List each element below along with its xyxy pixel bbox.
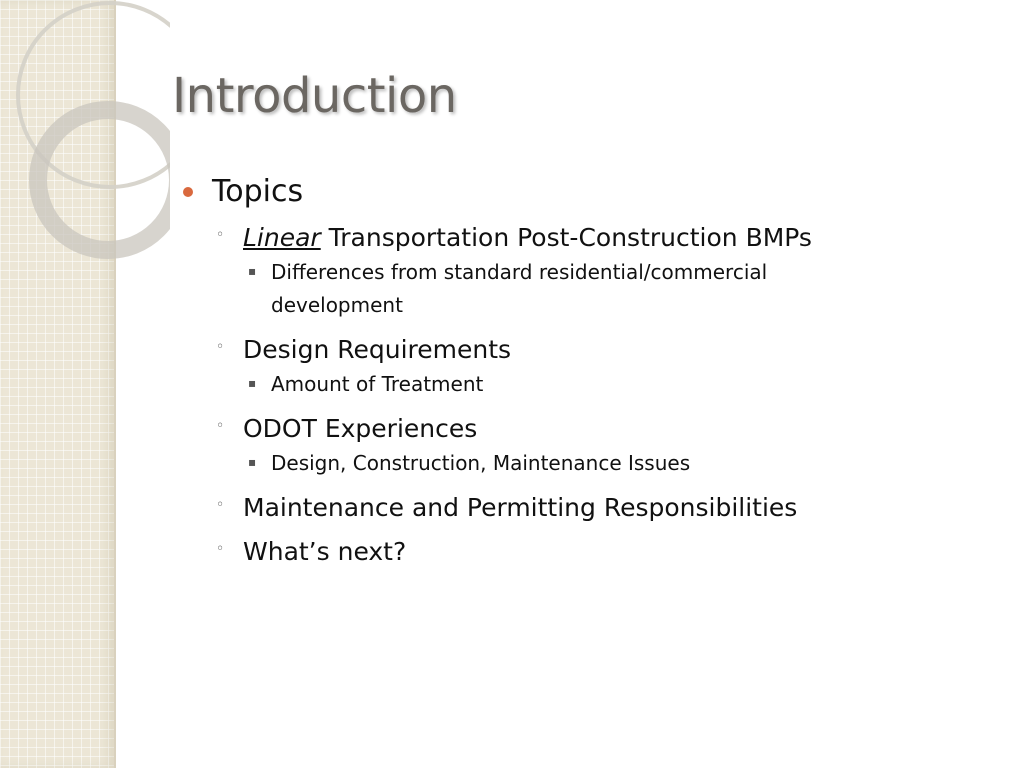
decorative-circles — [0, 0, 170, 260]
topic-item — [180, 332, 980, 368]
ring-bullet-icon: ◦ — [216, 497, 225, 513]
ring-bullet-icon: ◦ — [216, 227, 225, 243]
slide-title: Introduction — [172, 68, 457, 124]
topic-item — [180, 220, 980, 256]
orange-dot-bullet-icon — [183, 187, 193, 197]
topic-emphasis: Linear — [243, 223, 321, 252]
topic-label: What’s next? — [243, 537, 407, 566]
topic-item — [180, 411, 980, 447]
topics-label: Topics — [212, 174, 304, 209]
topic-label: Transportation Post-Construction BMPs — [320, 223, 812, 252]
ring-bullet-icon: ◦ — [216, 339, 225, 355]
subtopic-label: Design, Construction, Maintenance Issues — [271, 451, 691, 475]
small-square-bullet-icon: ▪ — [248, 264, 257, 278]
bullet-topics — [180, 170, 980, 214]
subtopic-item — [180, 368, 831, 401]
topic-item — [180, 534, 980, 570]
subtopic-label: Differences from standard residential/commercial development — [271, 260, 768, 317]
subtopic-item — [180, 256, 831, 322]
topic-label: ODOT Experiences — [243, 414, 478, 443]
subtopic-label: Amount of Treatment — [271, 372, 484, 396]
ring-bullet-icon: ◦ — [216, 541, 225, 557]
subtopic-item — [180, 447, 831, 480]
small-square-bullet-icon: ▪ — [248, 376, 257, 390]
topic-label: Maintenance and Permitting Responsibilities — [243, 493, 798, 522]
small-square-bullet-icon: ▪ — [248, 455, 257, 469]
topic-label: Design Requirements — [243, 335, 512, 364]
topic-item — [180, 490, 980, 526]
bullet-list — [180, 170, 980, 570]
ring-bullet-icon: ◦ — [216, 418, 225, 434]
